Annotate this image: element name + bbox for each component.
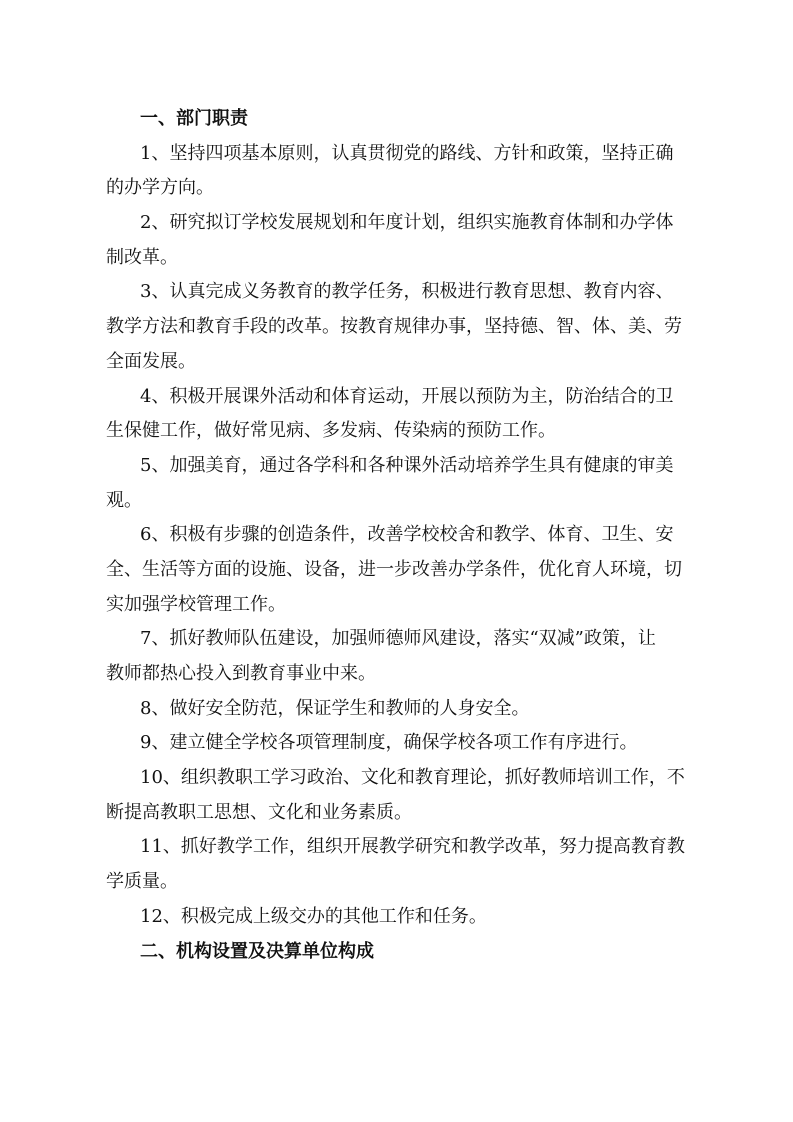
duty-item	[106, 380, 696, 449]
duty-item-line: 4、积极开展课外活动和体育运动，开展以预防为主，防治结合的卫	[140, 385, 674, 407]
duty-item-line: 教师都热心投入到教育事业中来。	[106, 663, 376, 684]
duty-item	[106, 726, 696, 761]
duty-item-line: 6、积极有步骤的创造条件，改善学校校舍和教学、体育、卫生、安	[140, 524, 674, 546]
duty-item-line: 9、建立健全学校各项管理制度，确保学校各项工作有序进行。	[140, 732, 638, 754]
duty-item	[106, 622, 696, 691]
duty-list	[106, 137, 696, 935]
duty-item	[106, 900, 696, 935]
duty-item	[106, 761, 696, 830]
duty-item-line: 8、做好安全防范，保证学生和教师的人身安全。	[140, 697, 530, 719]
section-heading-2: 二、机构设置及决算单位构成	[140, 940, 374, 962]
duty-item-line: 教学方法和教育手段的改革。按教育规律办事，坚持德、智、体、美、劳	[106, 316, 682, 338]
duty-item-line: 3、认真完成义务教育的教学任务，积极进行教育思想、教育内容、	[140, 281, 674, 303]
duty-item-line: 学质量。	[106, 871, 178, 893]
duty-item-line: 全、生活等方面的设施、设备，进一步改善办学条件，优化育人环境，切	[106, 558, 682, 580]
duty-item-line: 的办学方向。	[106, 177, 214, 199]
duty-item-line: 制改革。	[106, 246, 178, 268]
duty-item	[106, 206, 696, 275]
document-page	[106, 102, 696, 969]
section-heading-1: 一、部门职责	[140, 108, 248, 129]
duty-item-line: 观。	[106, 489, 142, 511]
duty-item-line: 12、积极完成上级交办的其他工作和任务。	[140, 905, 487, 927]
duty-item	[106, 692, 696, 727]
duty-item-line: 10、组织教职工学习政治、文化和教育理论，抓好教师培训工作，不	[140, 767, 685, 789]
duty-item	[106, 137, 696, 206]
duty-item-line: 全面发展。	[106, 350, 196, 372]
duty-item-line: 5、加强美育，通过各学科和各种课外活动培养学生具有健康的审美	[140, 454, 674, 476]
duty-item-line: 2、研究拟订学校发展规划和年度计划，组织实施教育体制和办学体	[140, 212, 674, 234]
duty-item	[106, 830, 696, 899]
duty-item-line: 7、抓好教师队伍建设，加强师德师风建设，落实“双减”政策，让	[140, 628, 656, 650]
duty-item	[106, 449, 696, 518]
duty-item-line: 1、坚持四项基本原则，认真贯彻党的路线、方针和政策，坚持正确	[140, 142, 674, 164]
duty-item-line: 断提高教职工思想、文化和业务素质。	[106, 801, 412, 823]
duty-item-line: 实加强学校管理工作。	[106, 593, 286, 615]
duty-item	[106, 275, 696, 379]
duty-item	[106, 518, 696, 622]
duty-item-line: 11、抓好教学工作，组织开展教学研究和教学改革，努力提高教育教	[140, 836, 685, 858]
duty-item-line: 生保健工作，做好常见病、多发病、传染病的预防工作。	[106, 420, 556, 442]
